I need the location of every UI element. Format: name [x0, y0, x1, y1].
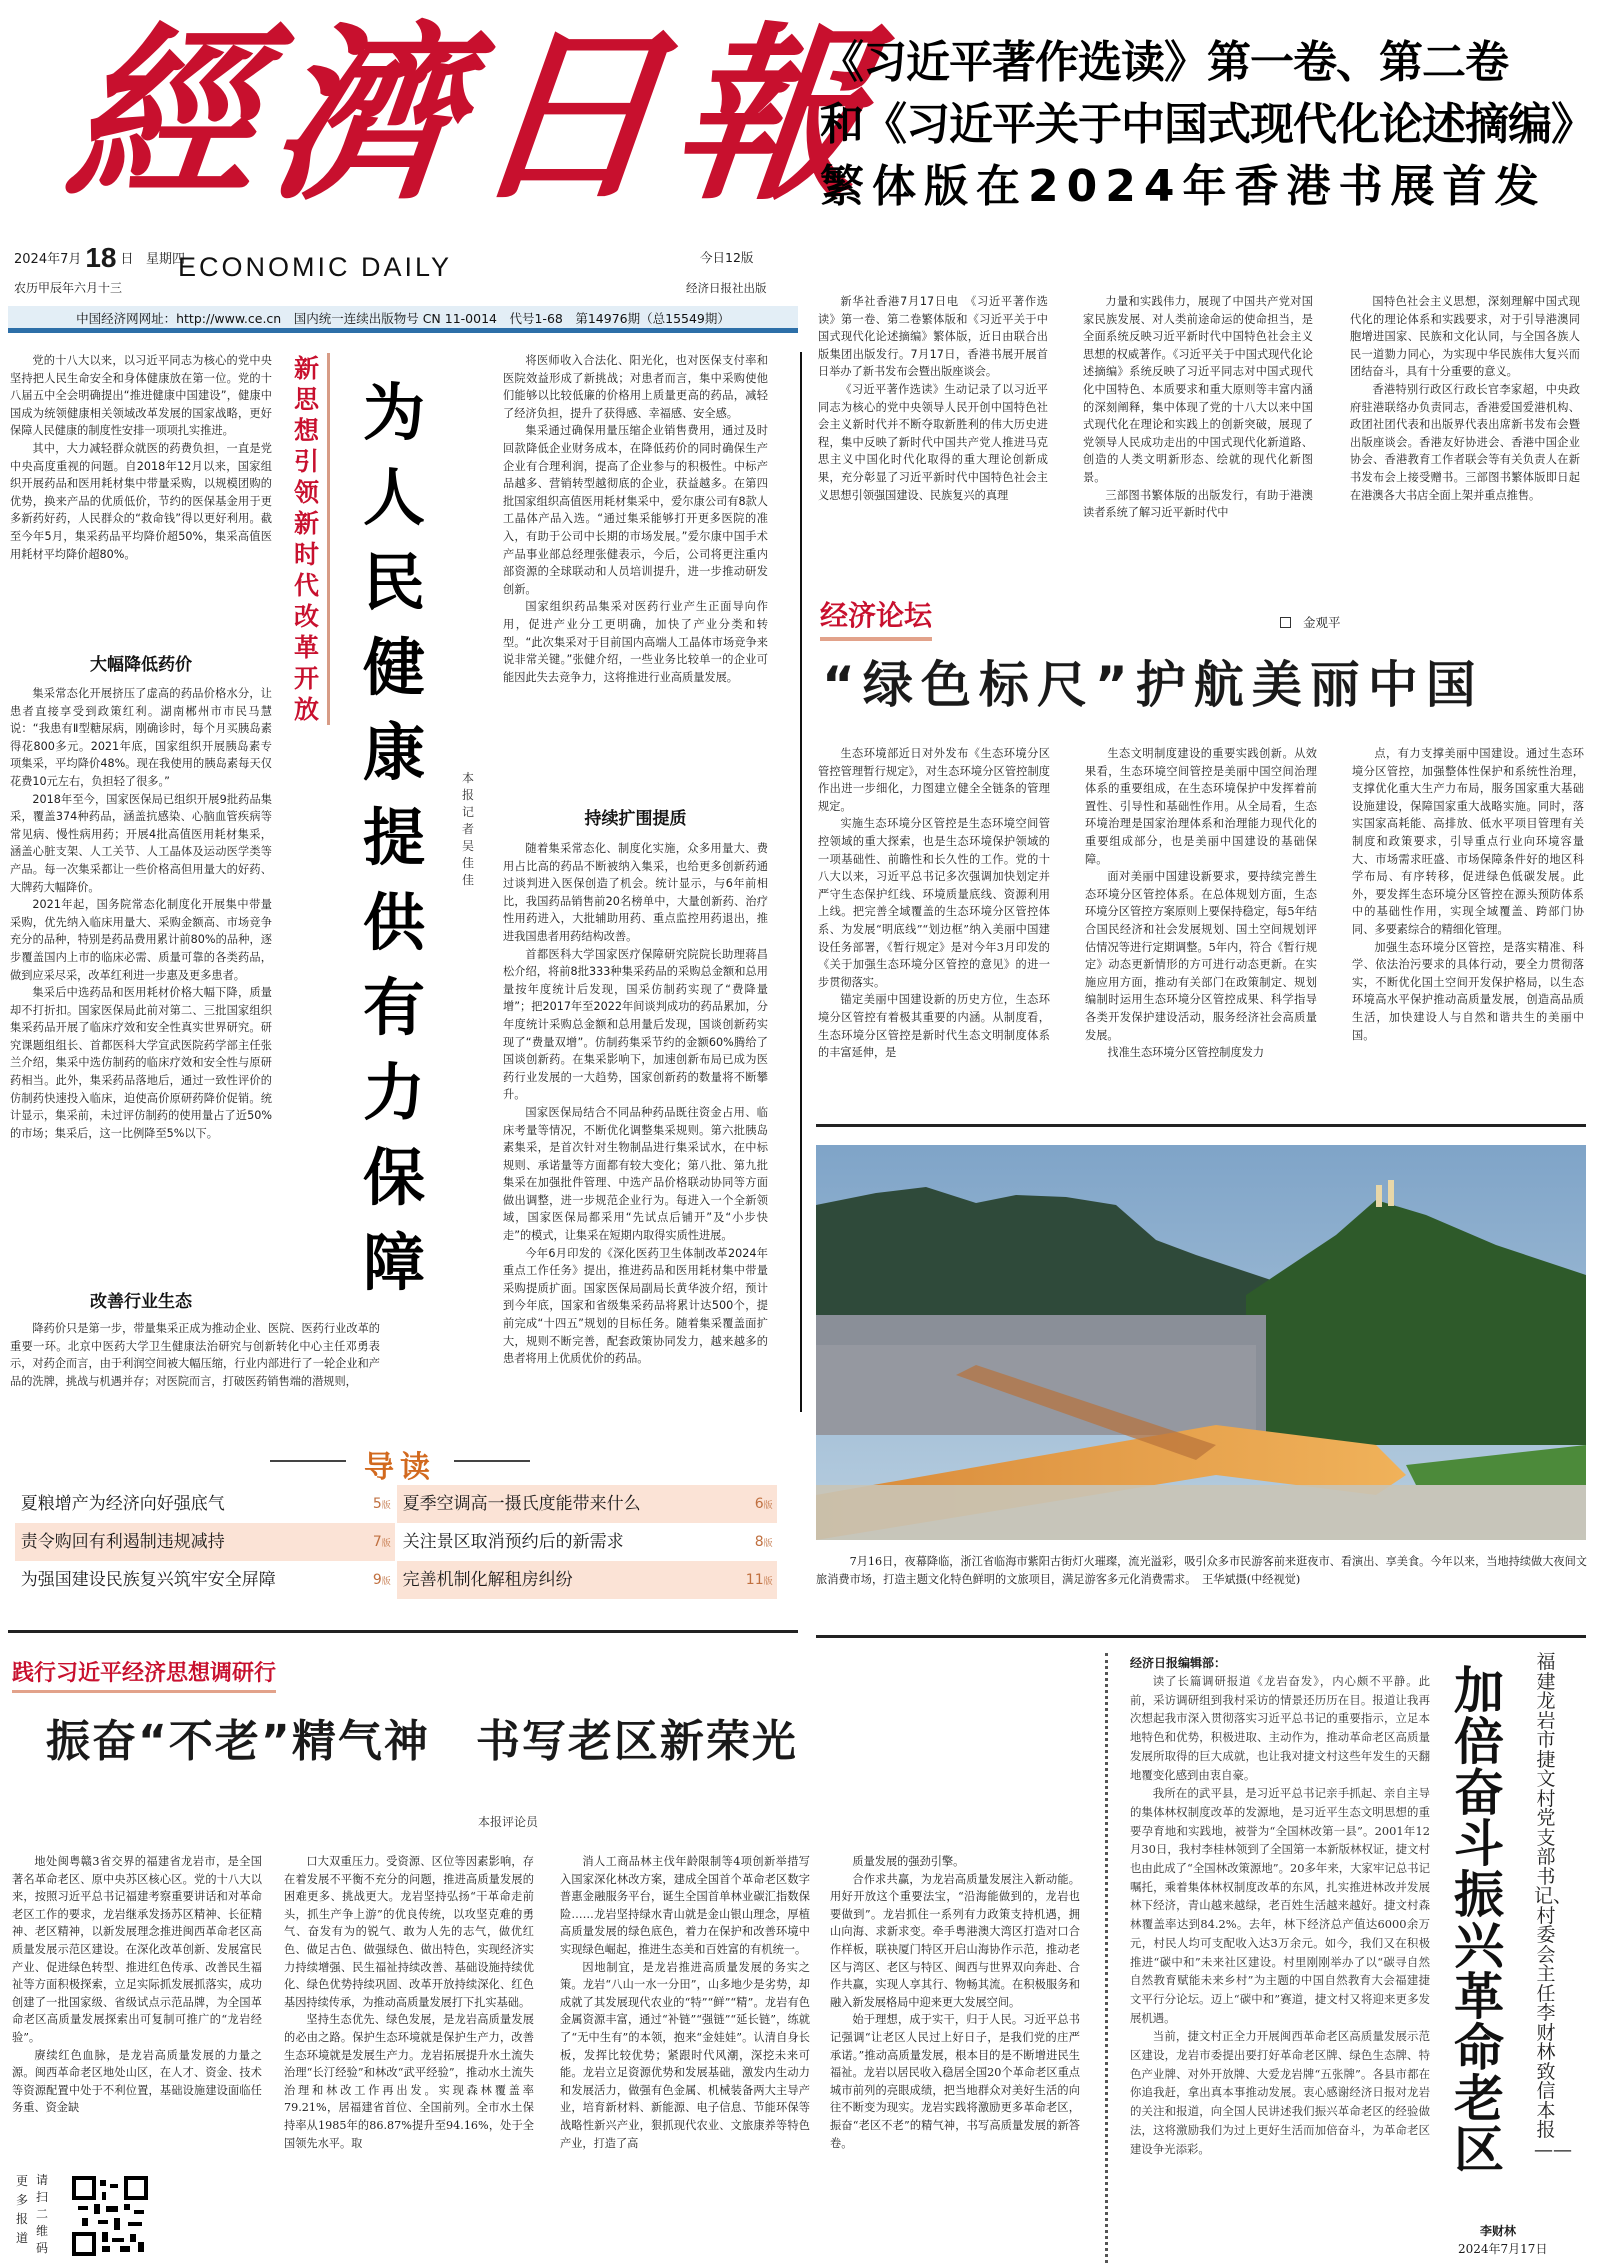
guide-item[interactable]	[397, 1561, 777, 1599]
top-story-column-3	[1350, 293, 1580, 563]
paragraph: 2021年起，国务院常态化制度化开展集中带量采购，优先纳入临床用量大、采购金额高、市场竞争充分的品种，特别是药品费用累计前80%的品种，逐步覆盖国内上市的临床必需、质量可靠的各类药品，做到应采尽采，改革红利进一步惠及更多患者。	[10, 898, 272, 982]
subheading-lower-prices: 大幅降低药价	[90, 655, 192, 675]
reporter-byline: 本报记者 吴佳佳	[461, 771, 487, 887]
date-day: 18	[85, 242, 117, 273]
letter-date: 2024年7月17日	[1458, 2242, 1548, 2256]
section-divider	[816, 1635, 1586, 1638]
paragraph: 合作求共赢，为龙岩高质量发展注入新动能。用好开放这个重要法宝，“沿海能做到的，龙岩也要做到”。龙岩抓住一系列有力政策支持机遇，拥山向海、求新求变。牵手粤港澳大湾区打造对口合作样板，联袂厦门特区开启山海协作示范，推动老区与湾区、老区与特区、闽西与世界双向奔赴、合作共赢，实现人享其行、物畅其流。在积极服务和融入新发展格局中迎来更大发展空间。	[830, 1872, 1080, 2009]
paragraph: 降药价只是第一步，带量集采正成为推动企业、医院、医药行业改革的重要一环。北京中医药大学卫生健康法治研究与创新转化中心主任邓勇表示，对药企而言，由于利润空间被大幅压缩，行业内部进行了一轮企业和产品的洗牌，挑战与机遇并存；对医院而言，打破医药销售端的潜规则，	[10, 1322, 380, 1388]
forum-column-3	[1352, 745, 1584, 1105]
health-column-2b	[503, 840, 768, 1366]
paragraph: 点，有力支撑美丽中国建设。通过生态环境分区管控，加强整体性保护和系统性治理，支撑优化重大生产力布局，服务国家重大基础设施建设，保障国家重大战略实施。同时，落实国家高耗能、高排放、低水平项目管理有关制度和政策要求，引导重点行业向环境容量大、市场需求旺盛、市场保障条件好的地区科学布局、有序转移，促进绿色低碳发展。此外，要发挥生态环境分区管控在源头预防体系中的基础性作用，实现全域覆盖、跨部门协同、多要素综合的精细化管理。	[1352, 747, 1584, 936]
subheading-expand-quality: 持续扩围提质	[584, 809, 687, 829]
guide-header	[0, 1442, 800, 1485]
pagoda	[1388, 1180, 1394, 1206]
paragraph: 国家组织药品集采对医药行业产生正面导向作用，促进产业分工更明确，加快了产业分类和转型。“此次集采对于目前国内高端人工晶体市场竞争来说非常关键。”张健介绍，一些业务比较单一的企业可能因此失去竞争力，这将推进行业高质量发展。	[503, 600, 768, 684]
paragraph: 赓续红色血脉，是龙岩高质量发展的力量之源。闽西革命老区地处山区，在人才、资金、技术等资源配置中处于不利位置，基础设施建设面临任务重、资金缺	[12, 2048, 262, 2115]
guide-item[interactable]	[15, 1485, 395, 1523]
story-kicker: 新思想引领新时代改革开放	[290, 353, 330, 725]
guide-title: 导读	[346, 1450, 454, 1485]
weekday: 星期四	[145, 252, 185, 267]
paragraph: 集采后中选药品和医用耗材价格大幅下降，质量却不打折扣。国家医保局此前对第二、三批国家组织集采药品开展了临床疗效和安全性真实世界研究。研究课题组组长、首都医科大学宣武医院药学部主任张兰介绍，集采中选仿制药的临床疗效和安全性与原研药相当。此外，集采药品落地后，通过一致性评价的仿制药快速投入临床，迫使高价原研药降价促销。统计显示，集采前，未过评仿制药的使用量占了近50%的市场；集采后，这一比例降至5%以下。	[10, 986, 272, 1140]
guide-item-page: 8版	[754, 1534, 773, 1550]
guide-item[interactable]	[15, 1523, 395, 1561]
paragraph: 随着集采常态化、制度化实施，众多用量大、费用占比高的药品不断被纳入集采，也给更多创新药通过谈判进入医保创造了机会。统计显示，与6年前相比，我国药品销售前20名榜单中，大量创新药、治疗性用药进入，大批辅助用药、重点监控用药退出，推进我国患者用药结构改善。	[503, 842, 768, 943]
paragraph: 生态文明制度建设的重要实践创新。从效果看，生态环境空间管控是美丽中国空间治理体系的重要组成，在生态环境保护中发挥着前置性、引导性和基础性作用。从全局看，生态环境治理是国家治理体系和治理能力现代化的重要组成部分，也是美丽中国建设的基础保障。	[1085, 747, 1317, 866]
forum-column-2	[1085, 745, 1317, 1105]
paragraph: 当前，捷文村正全力开展闽西革命老区高质量发展示范区建设，龙岩市委提出要打好革命老区牌、绿色生态牌、特色产业牌、对外开放牌、大爱龙岩牌“五张牌”。各县市都在你追我赶，拿出真本事推动发展。衷心感谢经济日报对龙岩的关注和报道，向全国人民讲述我们振兴革命老区的经验做法，这将激励我们为过上更好生活而加倍奋斗，为革命老区建设争光添彩。	[1130, 2029, 1430, 2156]
paragraph: 集采常态化开展挤压了虚高的药品价格水分，让患者直接享受到政策红利。湖南郴州市市民马慧说：“我患有Ⅱ型糖尿病，刚确诊时，每个月买胰岛素得花800多元。2021年底，国家组织开展胰岛素专项集采，平均降价48%。现在我使用的胰岛素每天仅花费10元左右，负担轻了很多。”	[10, 687, 272, 788]
forum-author	[1280, 613, 1341, 631]
editorial-column-2	[284, 1853, 534, 2258]
guide-item-title: 夏季空调高一摄氏度能带来什么	[402, 1494, 641, 1514]
photo-caption: 7月16日，夜幕降临，浙江省临海市紫阳古街灯火璀璨，流光溢彩，吸引众多市民游客前来逛夜市、看演出、享美食。今年以来，当地持续做大夜间文旅消费市场，打造主题文化特色鲜明的文旅项目，满足游客多元化消费需求。 王华斌摄(中经视觉)	[816, 1555, 1587, 1586]
guide-item-title: 为强国建设民族复兴筑牢安全屏障	[20, 1570, 276, 1590]
paragraph: 今年6月印发的《深化医药卫生体制改革2024年重点工作任务》提出，推进药品和医用耗材集中带量采购提质扩面。国家医保局副局长黄华波介绍，预计到今年底，国家和省级集采药品将累计达500个，提前完成“十四五”规划的目标任务。随着集采覆盖面扩大，规则不断完善，配套政策协同发力，越来越多的患者将用上优质优价的药品。	[503, 1246, 768, 1366]
dotted-divider	[1105, 1653, 1108, 2263]
guide-item-page: 11版	[745, 1572, 773, 1588]
forum-author-name: 金观平	[1303, 615, 1341, 630]
paragraph: 读了长篇调研报道《龙岩奋发》，内心颇不平静。此前，采访调研组到我村采访的情景还历历在目。报道让我再次想起我市深入贯彻落实习近平总书记的重要指示，立足本地特色和优势，积极进取、主动作为，推动革命老区高质量发展所取得的巨大成就，也让我对捷文村这些年发生的天翻地覆变化感到由衷自豪。	[1130, 1674, 1430, 1782]
paragraph: 加强生态环境分区管控，是落实精准、科学、依法治污要求的具体行动，要全力贯彻落实，不断优化国土空间开发保护格局，以生态环境高水平保护推动高质量发展，创造高品质生活，加快建设人与自然和谐共生的美丽中国。	[1352, 940, 1584, 1042]
english-name: ECONOMIC DAILY	[178, 252, 453, 282]
top-story-headline[interactable]	[820, 32, 1594, 218]
paragraph: 首都医科大学国家医疗保障研究院院长助理蒋昌松介绍，将前8批333种集采药品的采购总金额和总用量按年度统计后发现，国采仿制药实现了“费降量增”；把2017年至2022年间谈判成功的药品累加，分年度统计采购总金额和总用量后发现，国谈创新药实现了“费量双增”。仿制药集采节约的金额60%腾给了国谈创新药。在集采影响下，加速创新布局已成为医药行业发展的一大趋势，国家创新药的数量将不断攀升。	[503, 947, 768, 1102]
paragraph: 面对美丽中国建设新要求，要持续完善生态环境分区管控体系。在总体规划方面，生态环境分区管控方案原则上要保持稳定，每5年结合国民经济和社会发展规划、国土空间规划评估情况等进行定期调整。5年内，符合《暂行规定》动态更新情形的方可进行动态更新。在实施应用方面，推动有关部门在政策制定、规划编制时运用生态环境分区管控成果、科学指导各类开发保护建设活动，服务经济社会高质量发展。	[1085, 870, 1317, 1042]
health-column-1b	[10, 685, 272, 1225]
letter-headline[interactable]: 加倍奋斗振兴革命老区	[1454, 1661, 1504, 2179]
headline-line-1: 《习近平著作选读》第一卷、第二卷	[820, 37, 1508, 88]
guide-item-title: 责令购回有利遏制违规减持	[20, 1532, 225, 1552]
paragraph: 我所在的武平县，是习近平总书记亲手抓起、亲自主导的集体林权制度改革的发源地，是习近平生态文明思想的重要孕育地和实践地，被誉为“全国林改第一县”。2001年12月30日，我村李桂林领到了全国第一本新版林权证，捷文村也由此成了“全国林改策源地”。20多年来，大家牢记总书记嘱托，乘着集体林权制度改革的东风，扎实推进林改并发展林下经济，青山越来越绿，老百姓生活越来越好。捷文村森林覆盖率达到84.2%。去年，林下经济总产值达6000余万元，村民人均可支配收入达3万余元。如今，我们又在积极推进“碳中和”未来社区建设。村里刚刚举办了以“碳寻自然 自然教育赋能未来乡村”为主题的中国自然教育大会福建捷文平行分论坛。迈上“碳中和”赛道，捷文村又将迎来更多发展机遇。	[1130, 1786, 1442, 2025]
paragraph: 集采通过确保用量压缩企业销售费用，通过及时回款降低企业财务成本，在降低药价的同时确保生产企业有合理利润，提高了企业参与的积极性。中标产品越多、营销转型越彻底的企业，获益越多。在第四批国家组织高值医用耗材集采中，爱尔康公司有8款人工晶体产品入选。“通过集采能够打开更多医院的准入，有助于公司中长期的市场发展。”爱尔康中国手术产品事业部总经理张健表示，今后，公司将更注重内部资源的全球联动和人员培训提升，进一步推动研发创新。	[503, 424, 768, 596]
date-prefix: 2024年7月	[14, 252, 82, 267]
square-icon	[1280, 617, 1291, 628]
letter-signature: 李财林	[1480, 2224, 1517, 2238]
qr-code[interactable]	[72, 2176, 148, 2256]
paragraph: 国家医保局结合不同品种药品既往资金占用、临床考量等情况，不断优化调整集采规则。第六批胰岛素集采，是首次针对生物制品进行集采试水，在中标规则、承诺量等方面都有较大变化；第八批、第九批集采在加强批件管理、中选产品价格联动协同等方面做出调整，进一步规范企业行为。每进入一个全新领域，国家医保局都采用“先试点后铺开”及“小步快走”的模式，让集采在短期内取得实质性进展。	[503, 1105, 768, 1243]
lunar-date: 农历甲辰年六月十三	[14, 281, 123, 295]
paragraph: 《习近平著作选读》生动记录了以习近平同志为核心的党中央领导人民开创中国特色社会主义新时代并不断夺取新胜利的伟大历史进程，集中反映了新时代中国共产党人推进马克思主义中国化时代化取得的重大理论创新成果，充分彰显了习近平新时代中国特色社会主义思想引领强国建设、民族复兴的真理	[818, 382, 1048, 502]
publisher: 经济日报社出版	[686, 281, 767, 295]
qr-code-icon	[72, 2176, 148, 2256]
paragraph: 三部图书繁体版的出版发行，有助于港澳读者系统了解习近平新时代中	[1083, 488, 1313, 520]
editorial-byline: 本报评论员	[478, 1815, 539, 1829]
paragraph: 坚持生态优先、绿色发展，是龙岩高质量发展的必由之路。保护生态环境就是保护生产力，改善生态环境就是发展生产力。龙岩拓展提升水土流失治理“长汀经验”和林改“武平经验”，推动水土流失治理和林改工作再出发。实现森林覆盖率79.21%，居福建省首位、全国前列。全市水土保持率从1985年的86.87%提升至94.16%，处于全国领先水平。取	[284, 2013, 534, 2150]
guide-item-title: 关注景区取消预约后的新需求	[402, 1532, 624, 1552]
guide-item-page: 6版	[754, 1496, 773, 1512]
forum-column-1	[818, 745, 1050, 1105]
letter-salutation: 经济日报编辑部：	[1130, 1656, 1227, 1670]
paragraph: 始于理想，成于实干，归于人民。习近平总书记强调“让老区人民过上好日子，是我们党的庄严承诺。”推动高质量发展，根本目的是不断增进民生福祉。龙岩以居民收入稳居全国20个革命老区重点城市前列的亮眼成绩，把当地群众对美好生活的向往不断变为现实。龙岩实践将激励更多革命老区，振奋“老区不老”的精气神，书写高质量发展的新答卷。	[830, 2013, 1080, 2150]
issue-date	[14, 242, 185, 274]
editorial-headline[interactable]: 振奋“不老”精气神 书写老区新荣光	[46, 1716, 798, 1767]
paragraph: 消人工商品林主伐年龄限制等4项创新举措写入国家深化林改方案，建成全国首个革命老区数字普惠金融服务平台，诞生全国首单林业碳汇指数保险……龙岩坚持绿水青山就是金山银山理念，厚植高质量发展的绿色底色，着力在保护和改善环境中实现绿色崛起，推进生态美和百姓富的有机统一。	[560, 1855, 810, 1956]
subheading-industry-ecology: 改善行业生态	[90, 1292, 192, 1312]
paragraph: 新华社香港7月17日电 《习近平著作选读》第一卷、第二卷繁体版和《习近平关于中国式现代化论述摘编》繁体版，近日由联合出版集团出版发行。7月17日，香港书展开展首日举办了新书发布会暨出版座谈会。	[818, 295, 1048, 379]
paragraph: 生态环境部近日对外发布《生态环境分区管控管理暂行规定》，对生态环境分区管控制度作出进一步细化，力图建立健全全链条的管理规定。	[818, 747, 1050, 813]
guide-item-title: 完善机制化解租房纠纷	[402, 1570, 573, 1590]
paragraph: 实施生态环境分区管控是生态环境空间管控领域的重大探索，也是生态环境保护领域的一项基础性、前瞻性和长久性的工作。党的十八大以来，习近平总书记多次强调加快划定并严守生态保护红线、环境质量底线、资源利用上线。把完善全域覆盖的生态环境分区管控体系、为发展“明底线”“划边框”纳入美丽中国建设任务部署，《暂行规定》是对今年3月印发的《关于加强生态环境分区管控的意见》的进一步贯彻落实。	[818, 817, 1050, 989]
series-badge: 践行习近平经济思想调研行	[12, 1660, 276, 1693]
health-story-headline[interactable]: 为人民健康提供有力保障	[362, 376, 425, 1299]
guide-item[interactable]	[397, 1485, 777, 1523]
newspaper-logo: 經濟日報	[58, 5, 890, 226]
guide-item-title: 夏粮增产为经济向好强底气	[20, 1494, 225, 1514]
guide-item[interactable]	[397, 1523, 777, 1561]
qr-label-more: 更多报道	[16, 2174, 29, 2245]
qr-label-scan: 请扫二维码	[36, 2173, 49, 2255]
publication-info-bar: 中国经济网网址：http://www.ce.cn 国内统一连续出版物号 CN 11-0014 代号1-68 第14976期（总15549期）	[8, 306, 798, 333]
column-rule	[800, 352, 802, 1412]
top-story-column-1	[818, 293, 1048, 563]
guide-item-page: 5版	[372, 1496, 391, 1512]
health-column-1c	[10, 1320, 380, 1426]
paragraph: 其中，大力减轻群众就医的药费负担，一直是党中央高度重视的问题。自2018年12月以来，国家组织开展药品和医用耗材集中带量采购，以规模团购的优势，换来产品的优质低价，节约的医保基金用于更多新药好药，人民群众的“救命钱”得以更好利用。截至今年5月，集采药品平均降价超50%，集采高值医用耗材平均降价超80%。	[10, 441, 272, 561]
section-divider	[8, 1630, 798, 1633]
pagoda	[1376, 1185, 1382, 1207]
letter-body	[1130, 1672, 1442, 2232]
headline-line-3: 繁体版在2024年香港书展首发	[820, 161, 1547, 212]
paragraph: 地处闽粤赣3省交界的福建省龙岩市，是全国著名革命老区、原中央苏区核心区。党的十八大以来，按照习近平总书记福建考察重要讲话和对革命老区工作的要求，龙岩继承发扬苏区精神、长征精神、老区精神，以新发展理念推进闽西革命老区高质量发展示范区建设。在深化改革创新、发展富民产业、促进绿色转型、推进红色传承、改善民生福祉等方面积极探索，立足实际抓发展抓落实，成功创建了一批国家级、省级试点示范品牌，为全国革命老区高质量发展探索出可复制可推广的“龙岩经验”。	[12, 1855, 262, 2044]
plaza	[816, 1485, 1586, 1540]
forum-headline[interactable]: “绿色标尺”护航美丽中国	[822, 656, 1484, 714]
guide-item-page: 9版	[372, 1572, 391, 1588]
editorial-column-1	[12, 1853, 262, 2153]
forum-section-badge: 经济论坛	[820, 597, 932, 641]
editorial-column-3	[560, 1853, 810, 2258]
top-story-column-2	[1083, 293, 1313, 563]
photo-scene	[816, 1145, 1586, 1540]
paragraph: 找准生态环境分区管控制度发力	[1107, 1046, 1265, 1060]
date-day-suffix: 日	[120, 252, 134, 267]
guide-item-page: 7版	[372, 1534, 391, 1550]
pages-today: 今日12版	[700, 250, 754, 265]
paragraph: 锚定美丽中国建设新的历史方位，生态环境分区管控有着极其重要的内涵。从制度看，生态环境分区管控是新时代生态文明制度体系的丰富延伸，是	[818, 993, 1050, 1060]
letter-subtitle: 福建龙岩市捷文村党支部书记、村委会主任李财林致信本报——	[1534, 1651, 1573, 2161]
news-photo[interactable]	[816, 1145, 1586, 1540]
paragraph: 因地制宜，是龙岩推进高质量发展的务实之策。龙岩“八山一水一分田”，山多地少是劣势，却成就了其发展现代农业的“特”“鲜”“精”。龙岩有色金属资源丰富，通过“补链”“强链”“延长链”，练就了“无中生有”的本领，抱来“金娃娃”。认清自身长板，发挥比较优势；紧跟时代风潮，深挖未来可能。龙岩立足资源优势和发展基础，激发内生动力和发展活力，做强有色金属、机械装备两大主导产业，培育新材料、新能源、电子信息、节能环保等战略性新兴产业，狠抓现代农业、文旅康养等特色产业，打造了高	[560, 1960, 810, 2150]
paragraph: 香港特别行政区行政长官李家超，中央政府驻港联络办负责同志，香港爱国爱港机构、政团社团代表和出版界代表出席新书发布会暨出版座谈会。香港友好协进会、香港中国企业协会、香港教育工作者联会等有关负责人在新书发布会上接受赠书。三部图书繁体版即日起在港澳各大书店全面上架并重点推售。	[1350, 382, 1580, 502]
section-divider	[816, 1124, 1586, 1127]
editorial-column-4	[830, 1853, 1080, 2258]
health-column-2	[503, 352, 768, 767]
paragraph: 党的十八大以来，以习近平同志为核心的党中央坚持把人民生命安全和身体健康放在第一位。党的十八届五中全会明确提出“推进健康中国建设”，健康中国成为统领健康相关领域改革发展的国家战略，更好保障人民健康的制度性安排一项项扎实推进。	[10, 354, 272, 438]
paragraph: 口大双重压力。受资源、区位等因素影响，存在着发展不平衡不充分的问题，推进高质量发展的困难更多、挑战更大。龙岩坚持弘扬“干革命走前头，抓生产争上游”的优良传统，以攻坚克难的勇气、奋发有为的锐气、敢为人先的志气，做优红色、做足古色、做强绿色、做出特色，实现经济实力持续增强、民生福祉持续改善、基础设施持续优化、绿色优势持续巩固、改革开放持续深化、红色基因持续传承，为推动高质量发展打下扎实基础。	[284, 1855, 534, 2009]
paragraph: 力量和实践伟力，展现了中国共产党对国家民族发展、对人类前途命运的使命担当，是全面系统反映习近平新时代中国特色社会主义思想的权威著作。《习近平关于中国式现代化论述摘编》系统反映了习近平同志对中国式现代化中国特色、本质要求和重大原则等丰富内涵的深刻阐释，集中体现了党的十八大以来中国式现代化在理论和实践上的创新突破，展现了党领导人民成功走出的中国式现代化新道路、创造的人类文明新形态、绘就的现代化新图景。	[1083, 295, 1313, 484]
headline-line-2: 和《习近平关于中国式现代化论述摘编》	[820, 99, 1594, 150]
paragraph: 质量发展的强劲引擎。	[852, 1855, 965, 1868]
paragraph: 国特色社会主义思想，深刻理解中国式现代化的理论体系和实践要求，对于引导港澳同胞增进国家、民族和文化认同，与全国各族人民一道勠力同心，为实现中华民族伟大复兴而团结奋斗，具有十分重要的意义。	[1350, 295, 1580, 379]
health-column-1	[10, 352, 272, 616]
guide-item[interactable]	[15, 1561, 395, 1599]
paragraph: 2018年至今，国家医保局已组织开展9批药品集采，覆盖374种药品，涵盖抗感染、心脑血管疾病等常见病、慢性病用药；开展4批高值医用耗材集采，涵盖心脏支架、人工关节、人工晶体及运动医学类等产品。每一次集采都让一些价格高但用量大的好药、大牌药大幅降价。	[10, 792, 272, 894]
paragraph: 将医师收入合法化、阳光化，也对医保支付率和医院效益形成了新挑战；对患者而言，集中采购使他们能够以比较低廉的价格用上质量更高的药品，减轻了经济负担，提升了获得感、幸福感、安全感。	[503, 354, 768, 420]
